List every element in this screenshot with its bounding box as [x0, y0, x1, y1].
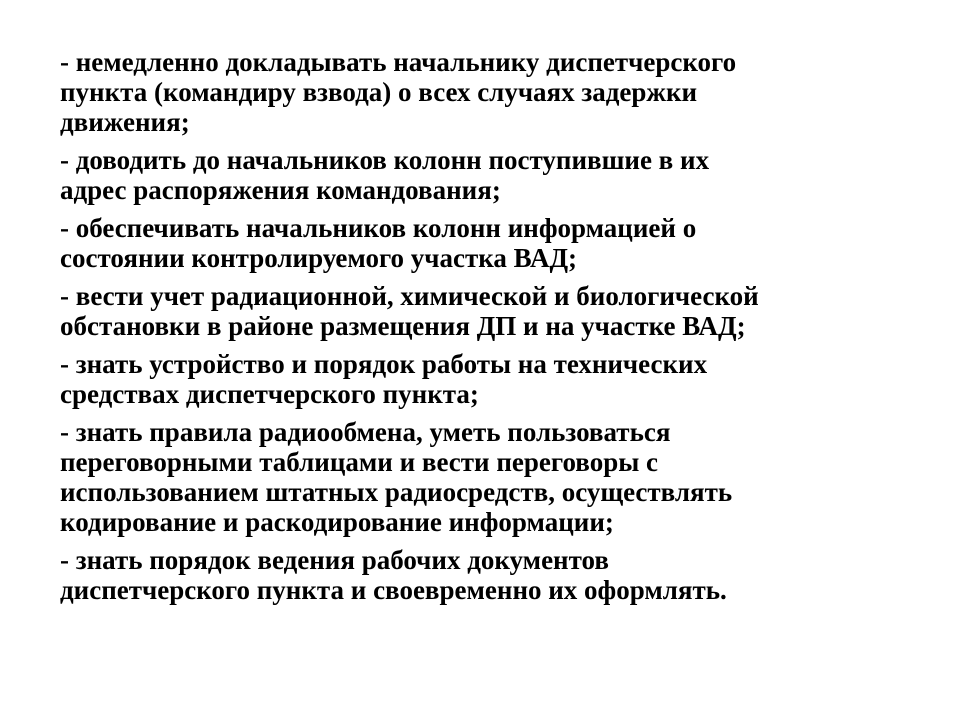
duty-paragraph-7: - знать порядок ведения рабочих документов диспетчерского пункта и своевременно их оформлять. [60, 545, 727, 605]
duty-paragraph-3: - обеспечивать начальников колонн информацией о состоянии контролируемого участка ВАД; [60, 213, 697, 273]
duty-paragraph-6: - знать правила радиообмена, уметь пользоваться переговорными таблицами и вести переговоры с использованием штатных радиосредств, осуществлять кодирование и раскодирование информации; [60, 417, 733, 537]
duty-paragraph-5: - знать устройство и порядок работы на технических средствах диспетчерского пункта; [60, 349, 708, 409]
duty-paragraph-4: - вести учет радиационной, химической и биологической обстановки в районе размещения ДП и на участке ВАД; [60, 281, 759, 341]
slide-body-text [60, 47, 940, 613]
duty-paragraph-2: - доводить до начальников колонн поступившие в их адрес распоряжения командования; [60, 145, 710, 205]
duty-paragraph-1: - немедленно докладывать начальнику диспетчерского пункта (командиру взвода) о всех случаях задержки движения; [60, 47, 737, 137]
